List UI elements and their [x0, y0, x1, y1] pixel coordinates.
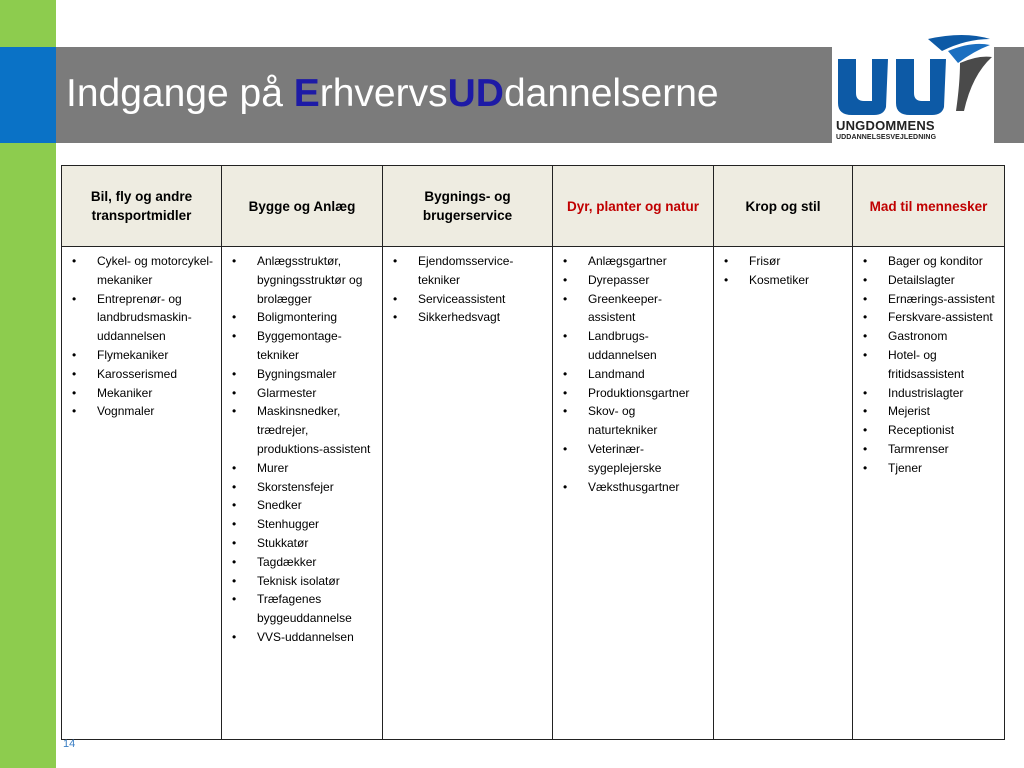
column-header: Bygnings- og brugerservice: [383, 166, 553, 247]
list-item: • Ejendomsservice-tekniker: [391, 252, 546, 290]
column-cell: [62, 247, 222, 740]
list-item: • Landmand: [561, 365, 707, 384]
list-item: • Receptionist: [861, 421, 998, 440]
list-item: • Vognmaler: [70, 402, 215, 421]
list-item: • Detailslagter: [861, 271, 998, 290]
list-item: • Anlægsstruktør, bygningsstruktør og brolægger: [230, 252, 376, 308]
item-list: [70, 252, 215, 421]
list-item: • Tarmrenser: [861, 440, 998, 459]
logo-text-line2: UDDANNELSESVEJLEDNING: [836, 134, 937, 141]
title-part-3: rhvervs: [319, 72, 448, 115]
list-item: • Flymekaniker: [70, 346, 215, 365]
list-item: • Tagdækker: [230, 553, 376, 572]
title-part-5: dannelserne: [503, 72, 719, 115]
education-table: [61, 165, 1005, 740]
list-item: • Byggemontage-tekniker: [230, 327, 376, 365]
sidebar-blue-block: [0, 47, 56, 143]
list-item: • Ernærings-assistent: [861, 290, 998, 309]
item-list: [722, 252, 846, 290]
list-item: • Kosmetiker: [722, 271, 846, 290]
list-item: • Stukkatør: [230, 534, 376, 553]
list-item: • Industrislagter: [861, 384, 998, 403]
list-item: • Bygningsmaler: [230, 365, 376, 384]
list-item: • Maskinsnedker, trædrejer, produktions-assistent: [230, 402, 376, 458]
item-list: [561, 252, 707, 496]
list-item: • Skorstensfejer: [230, 478, 376, 497]
uu-logo-icon: [832, 33, 994, 119]
list-item: • Boligmontering: [230, 308, 376, 327]
list-item: • Mekaniker: [70, 384, 215, 403]
list-item: • Serviceassistent: [391, 290, 546, 309]
column-cell: [553, 247, 714, 740]
items-row: [62, 247, 1005, 740]
column-cell: [222, 247, 383, 740]
list-item: • Væksthusgartner: [561, 478, 707, 497]
header-row: [62, 166, 1005, 247]
list-item: • Gastronom: [861, 327, 998, 346]
list-item: • Produktionsgartner: [561, 384, 707, 403]
list-item: • Bager og konditor: [861, 252, 998, 271]
column-cell: [383, 247, 553, 740]
list-item: • Frisør: [722, 252, 846, 271]
item-list: [230, 252, 376, 647]
title-part-1: Indgange på: [66, 72, 294, 115]
column-cell: [853, 247, 1005, 740]
list-item: • Snedker: [230, 496, 376, 515]
list-item: • VVS-uddannelsen: [230, 628, 376, 647]
list-item: • Stenhugger: [230, 515, 376, 534]
title-part-4: UD: [447, 72, 504, 115]
list-item: • Skov- og naturtekniker: [561, 402, 707, 440]
list-item: • Mejerist: [861, 402, 998, 421]
list-item: • Landbrugs-uddannelsen: [561, 327, 707, 365]
list-item: • Teknisk isolatør: [230, 572, 376, 591]
column-header: Dyr, planter og natur: [553, 166, 714, 247]
list-item: • Cykel- og motorcykel-mekaniker: [70, 252, 215, 290]
title-part-2: E: [293, 72, 320, 115]
list-item: • Tjener: [861, 459, 998, 478]
list-item: • Murer: [230, 459, 376, 478]
list-item: • Anlægsgartner: [561, 252, 707, 271]
list-item: • Træfagenes byggeuddannelse: [230, 590, 376, 628]
column-header: Mad til mennesker: [853, 166, 1005, 247]
logo-text-line1: UNGDOMMENS: [836, 118, 935, 133]
column-header: Bygge og Anlæg: [222, 166, 383, 247]
list-item: • Karosserismed: [70, 365, 215, 384]
column-header: Krop og stil: [714, 166, 853, 247]
list-item: • Entreprenør- og landbrudsmaskin-uddannelsen: [70, 290, 215, 346]
slide-title: [66, 68, 719, 120]
item-list: [391, 252, 546, 327]
column-header: Bil, fly og andre transportmidler: [62, 166, 222, 247]
page-number: 14: [63, 738, 76, 750]
column-cell: [714, 247, 853, 740]
list-item: • Dyrepasser: [561, 271, 707, 290]
list-item: • Glarmester: [230, 384, 376, 403]
uu-logo: [832, 33, 994, 145]
list-item: • Veterinær-sygeplejerske: [561, 440, 707, 478]
list-item: • Sikkerhedsvagt: [391, 308, 546, 327]
item-list: [861, 252, 998, 478]
list-item: • Greenkeeper-assistent: [561, 290, 707, 328]
list-item: • Hotel- og fritidsassistent: [861, 346, 998, 384]
list-item: • Ferskvare-assistent: [861, 308, 998, 327]
